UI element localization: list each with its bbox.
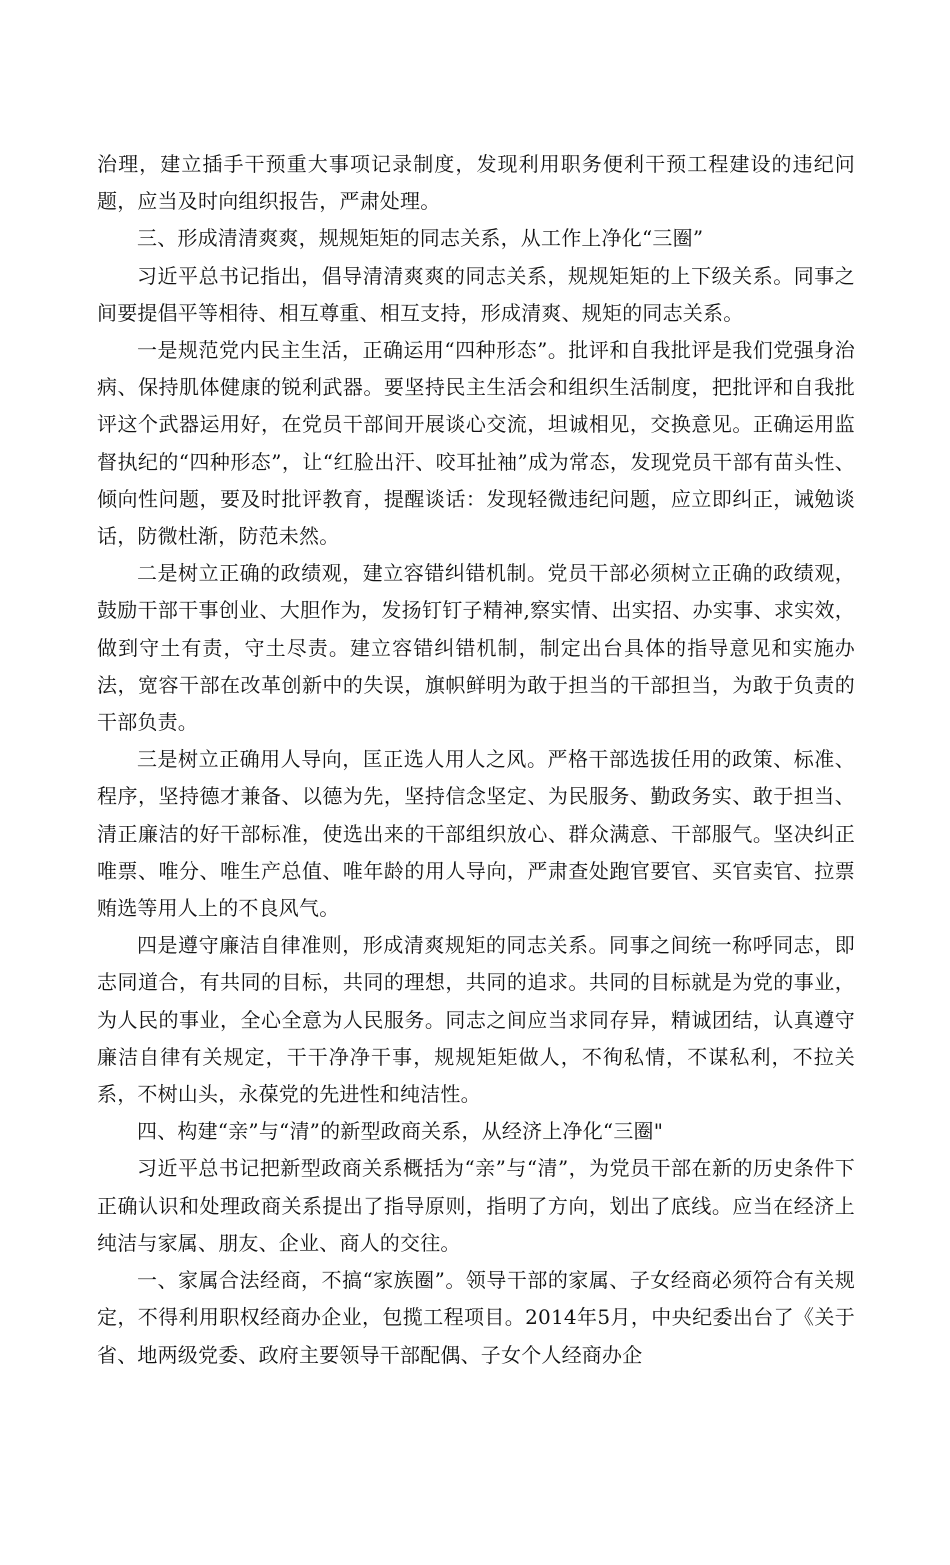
paragraph-continuation: 治理，建立插手干预重大事项记录制度，发现利用职务便利干预工程建设的违纪问题，应当及时向组织报告，严肃处理。	[97, 152, 855, 214]
document-body	[97, 146, 855, 1374]
paragraph-item-one: 一是规范党内民主生活，正确运用“四种形态”。批评和自我批评是我们党强身治病、保持肌体健康的锐利武器。要坚持民主生活会和组织生活制度，把批评和自我批评这个武器运用好，在党员干部间开展谈心交流，坦诚相见，交换意见。正确运用监督执纪的“四种形态”，让“红脸出汗、咬耳扯袖”成为常态，发现党员干部有苗头性、倾向性问题，要及时批评教育，提醒谈话：发现轻微违纪问题，应立即纠正，诫勉谈话，防微杜渐，防范未然。	[97, 338, 855, 549]
paragraph-section-three-intro: 习近平总书记指出，倡导清清爽爽的同志关系，规规矩矩的上下级关系。同事之间要提倡平等相待、相互尊重、相互支持，形成清爽、规矩的同志关系。	[97, 263, 855, 325]
section-heading-three: 三、形成清清爽爽，规规矩矩的同志关系，从工作上净化“三圈”	[137, 226, 704, 251]
paragraph-item-two: 二是树立正确的政绩观，建立容错纠错机制。党员干部必须树立正确的政绩观，鼓励干部干事创业、大胆作为，发扬钉钉子精神,察实情、出实招、办实事、求实效，做到守土有责，守土尽责。建立容错纠错机制，制定出台具体的指导意见和实施办法，宽容干部在改革创新中的失误，旗帜鲜明为敢于担当的干部担当，为敢于负责的干部负责。	[97, 561, 855, 735]
paragraph-section-four-item-one: 一、家属合法经商，不搞“家族圈”。领导干部的家属、子女经商必须符合有关规定，不得利用职权经商办企业，包揽工程项目。2014年5月，中央纪委出台了《关于省、地两级党委、政府主要领导干部配偶、子女个人经商办企	[97, 1268, 855, 1367]
paragraph-section-four-intro: 习近平总书记把新型政商关系概括为“亲”与“清”，为党员干部在新的历史条件下正确认识和处理政商关系提出了指导原则，指明了方向，划出了底线。应当在经济上纯洁与家属、朋友、企业、商人的交往。	[97, 1156, 855, 1255]
section-heading-four: 四、构建“亲”与“清”的新型政商关系，从经济上净化“三圈"	[137, 1119, 664, 1144]
paragraph-item-three: 三是树立正确用人导向，匡正选人用人之风。严格干部选拔任用的政策、标准、程序，坚持德才兼备、以德为先，坚持信念坚定、为民服务、勤政务实、敢于担当、清正廉洁的好干部标准，使选出来的干部组织放心、群众满意、干部服气。坚决纠正唯票、唯分、唯生产总值、唯年龄的用人导向，严肃查处跑官要官、买官卖官、拉票贿选等用人上的不良风气。	[97, 747, 855, 921]
paragraph-item-four: 四是遵守廉洁自律准则，形成清爽规矩的同志关系。同事之间统一称呼同志，即志同道合，有共同的目标，共同的理想，共同的追求。共同的目标就是为党的事业，为人民的事业，全心全意为人民服务。同志之间应当求同存异，精诚团结，认真遵守廉洁自律有关规定，干干净净干事，规规矩矩做人，不徇私情，不谋私利，不拉关系，不树山头，永葆党的先进性和纯洁性。	[97, 933, 855, 1107]
